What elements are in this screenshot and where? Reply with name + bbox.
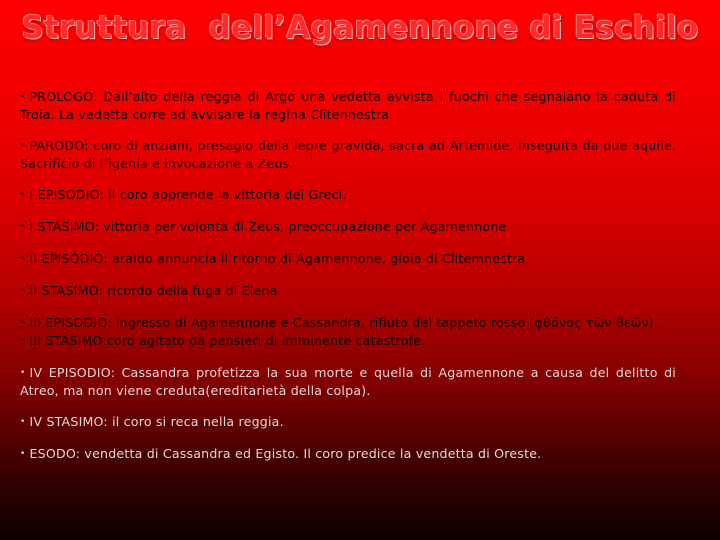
list-item-prologo [20,88,676,123]
bullet-icon: • [20,222,26,232]
list-item-parodo [20,137,676,172]
list-item-text: III STASIMO:coro agitato da pensieri di imminente catastrofe. [29,333,426,348]
list-item-text: IV STASIMO: il coro si reca nella reggia. [29,414,284,429]
list-item-text: I EPISODIO: il coro apprende la vittoria dei Greci. [29,187,347,202]
bullet-icon: • [20,417,26,427]
bullet-icon: • [20,368,26,378]
bullet-icon: • [20,449,26,459]
list-item-text: II EPISODIO: araldo annuncia il ritorno di Agamennone, gioia di Clitemnestra. [29,251,530,266]
bullet-icon: • [20,254,26,264]
list-item-text: IV EPISODIO: Cassandra profetizza la sua morte e quella di Agamennone a causa del delitto di Atreo, ma non viene creduta(ereditarietà della colpa). [20,365,676,398]
list-item-text: PARODO: coro di anziani, presagio della lepre gravida, sacra ad Artemide, inseguita da due aquile. Sacrificio di Ifigenia e invocazione a Zeus. [20,138,676,171]
slide-title: Struttura dell’Agamennone di Eschilo [21,10,699,46]
bullet-icon: • [20,141,26,151]
list-item-text: III EPISODIO: ingresso di Agamennone e Cassandra, rifiuto del tappeto rosso (φθόνος τῶν θεῶν). [29,315,659,330]
list-item-stasimo-2 [20,282,676,300]
list-item-stasimo-3 [20,332,676,350]
bullet-icon: • [20,318,26,328]
list-item-stasimo-1 [20,218,676,236]
slide-content [20,88,676,477]
list-item-text: PROLOGO: Dall’alto della reggia di Argo una vedetta avvista i fuochi che segnalano la caduta di Troia. La vedetta corre ad avvisare la regina Clitennestra. [20,89,676,122]
bullet-icon: • [20,92,26,102]
bullet-icon: • [20,190,26,200]
list-item-episodio-3 [20,314,676,332]
list-item-esodo [20,445,676,463]
list-item-episodio-1 [20,186,676,204]
list-item-episodio-4 [20,364,676,399]
list-item-text: ESODO: vendetta di Cassandra ed Egisto. Il coro predice la vendetta di Oreste. [29,446,542,461]
list-item-text: I STASIMO: vittoria per volontà di Zeus, preoccupazione per Agamennone [29,219,507,234]
list-item-stasimo-4 [20,413,676,431]
bullet-icon: • [20,336,26,346]
list-item-text: II STASIMO: ricordo della fuga di Elena. [29,283,282,298]
list-item-episodio-2 [20,250,676,268]
bullet-icon: • [20,286,26,296]
